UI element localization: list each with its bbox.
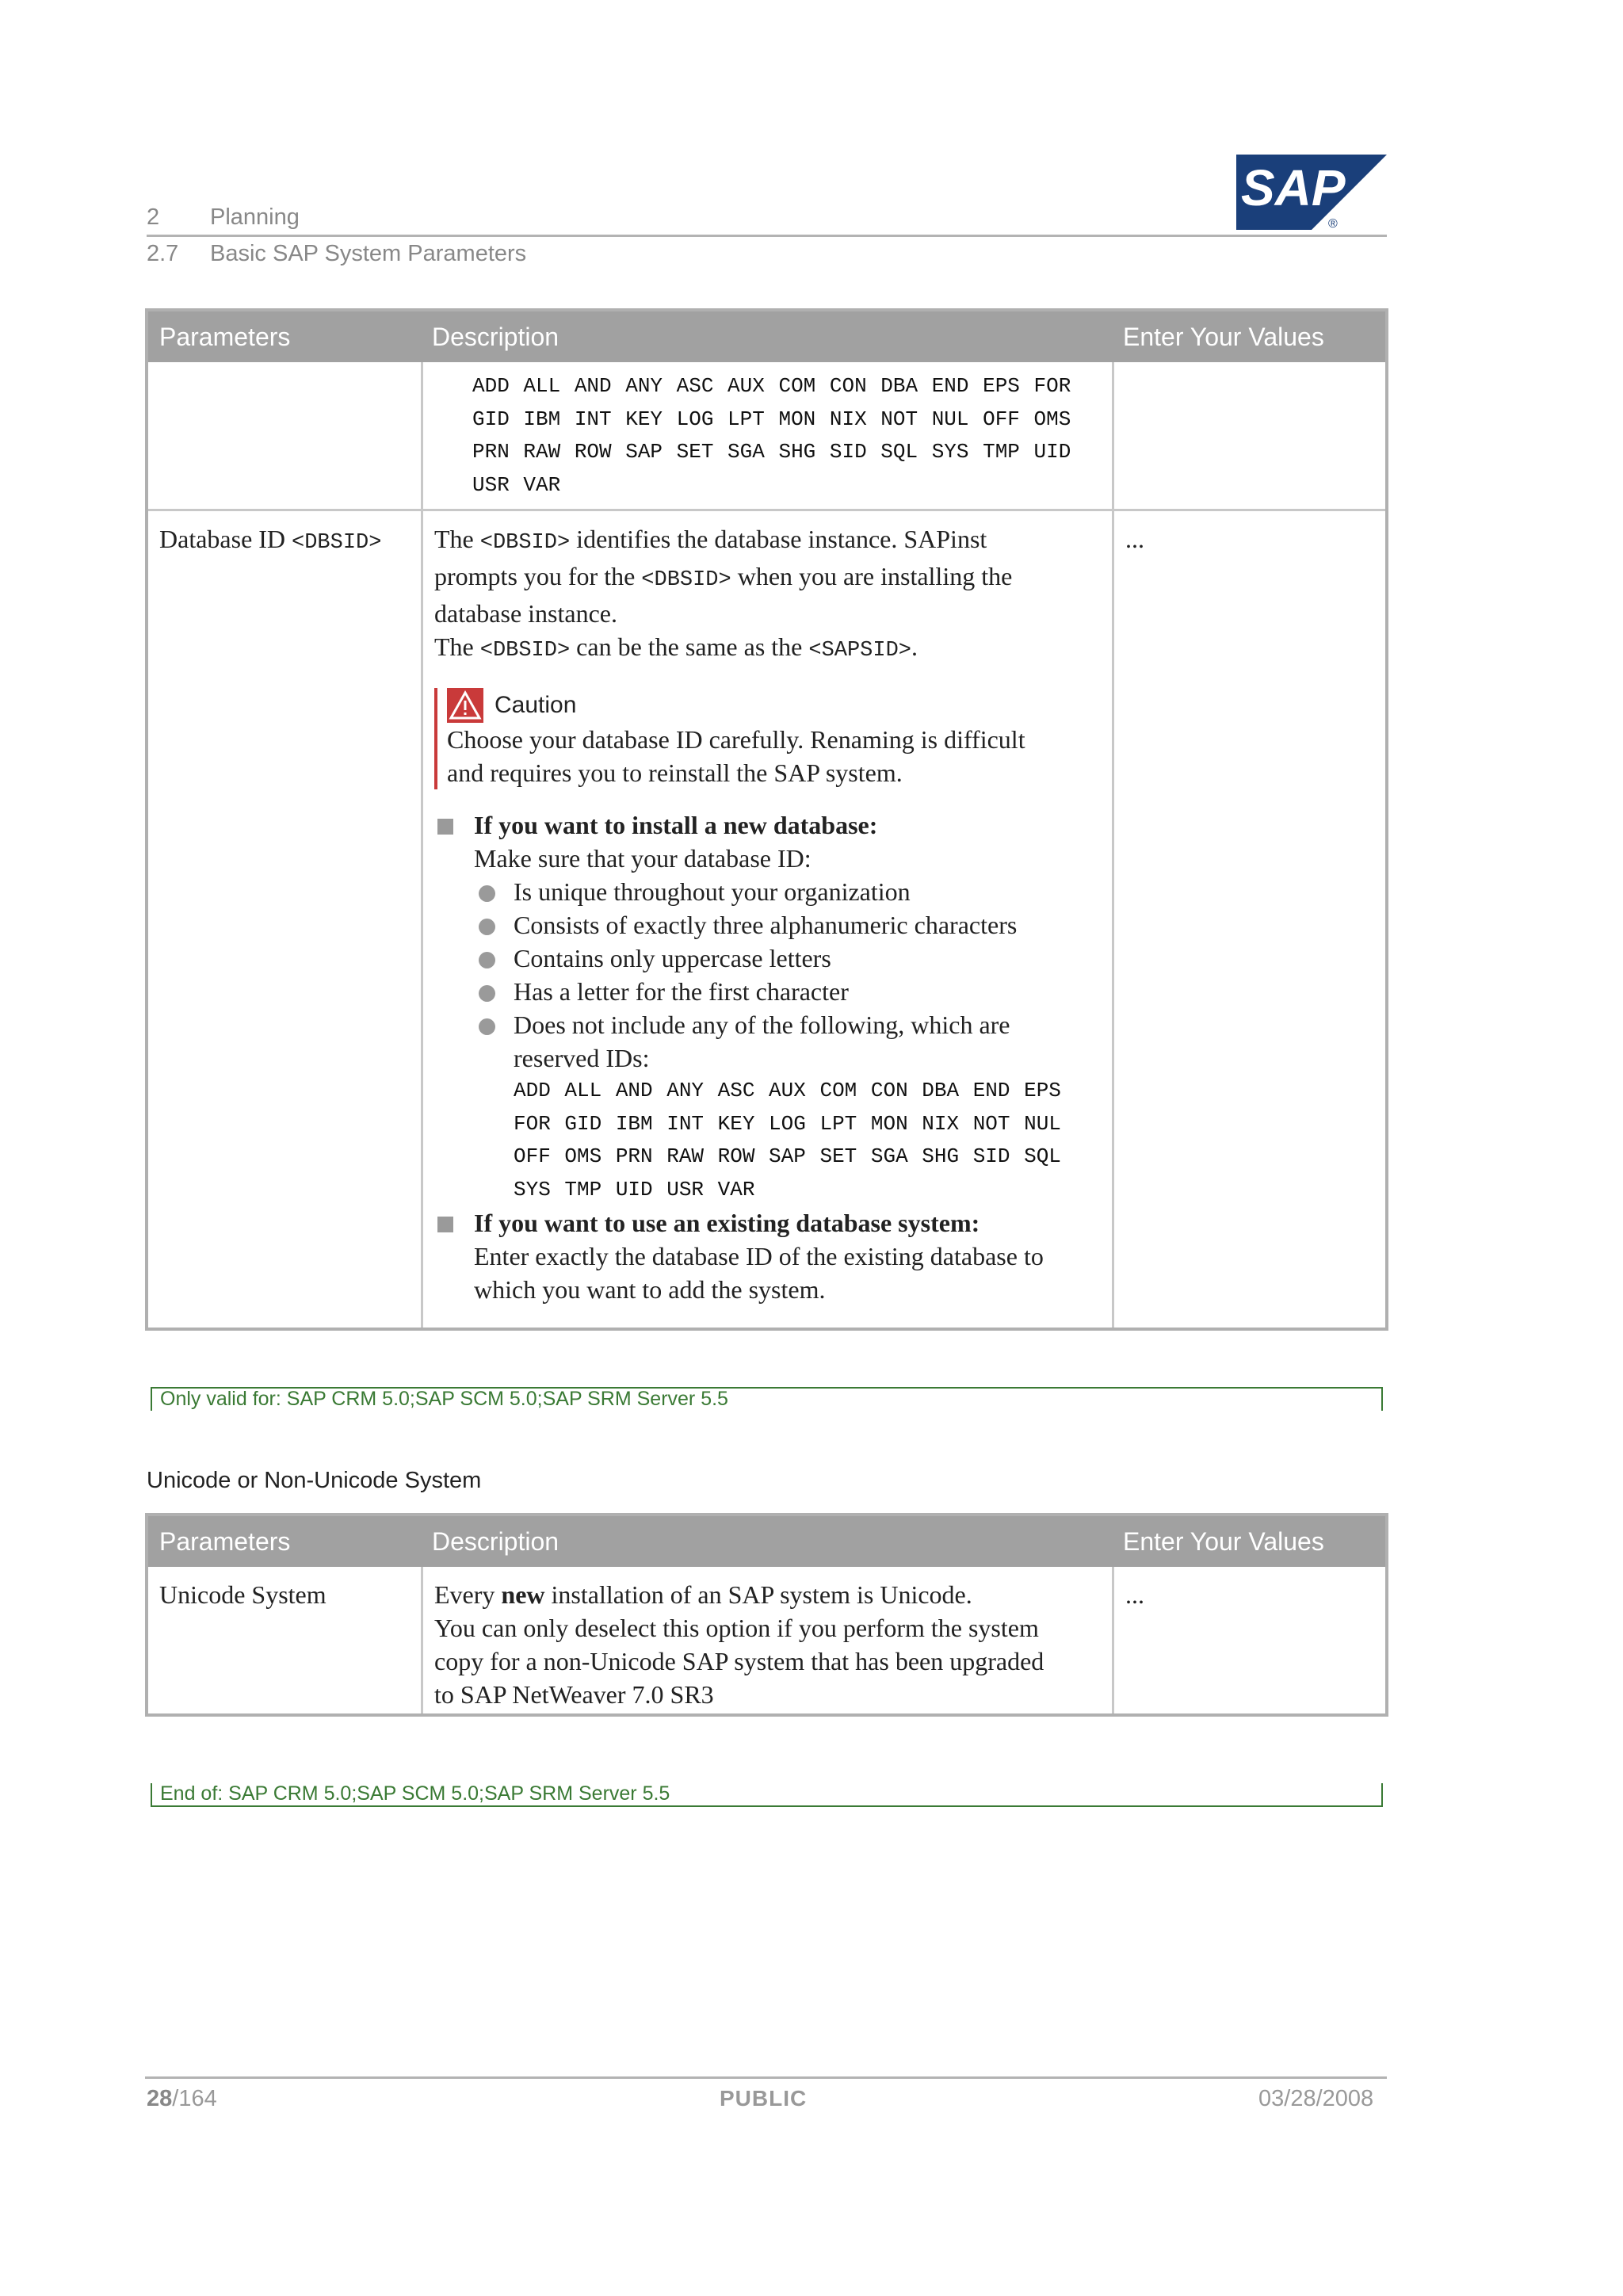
code-dbsid: <DBSID> <box>479 531 571 555</box>
section-label: Unicode or Non-Unicode System <box>147 1468 482 1493</box>
sap-logo <box>1236 155 1387 230</box>
caution-text-line: and requires you to reinstall the SAP system. <box>447 758 903 787</box>
list-item-new-database <box>434 808 1101 1206</box>
list-item <box>474 942 1101 975</box>
list-item <box>474 1008 1101 1206</box>
table-row <box>148 362 1385 509</box>
end-of-marker: End of: SAP CRM 5.0;SAP SCM 5.0;SAP SRM Server 5.5 <box>151 1783 1383 1807</box>
parameter-cell <box>148 511 421 1328</box>
list-text: which you want to add the system. <box>474 1275 826 1304</box>
text: The <box>434 525 480 553</box>
text: can be the same as the <box>570 632 809 661</box>
table-row <box>148 509 1385 1328</box>
page-number <box>147 2086 217 2112</box>
bullet-text: Is unique throughout your organization <box>514 877 911 906</box>
header-parameters: Parameters <box>159 1526 291 1556</box>
value-cell[interactable]: ... <box>1112 1567 1385 1713</box>
round-bullet-icon <box>479 885 495 902</box>
bullet-text: Has a letter for the first character <box>514 977 849 1006</box>
round-bullet-icon <box>479 1018 495 1035</box>
document-date: 03/28/2008 <box>1258 2086 1374 2111</box>
text: copy for a non-Unicode SAP system that has been upgraded <box>434 1647 1044 1675</box>
reserved-ids-line: OFF OMS PRN RAW ROW SAP SET SGA SHG SID SQL <box>514 1144 1061 1168</box>
chapter-title: Planning <box>210 204 300 230</box>
parameters-table-database <box>145 308 1388 1331</box>
caution-label: Caution <box>495 692 577 718</box>
chapter-number: 2 <box>147 204 160 230</box>
chapter-line <box>147 204 300 231</box>
caution-title <box>447 688 1101 723</box>
footer-rule <box>145 2076 1387 2079</box>
reserved-ids-line: GID IBM INT KEY LOG LPT MON NIX NOT NUL OFF OMS <box>472 407 1071 431</box>
reserved-ids-line: SYS TMP UID USR VAR <box>514 1177 755 1201</box>
only-valid-for-marker: Only valid for: SAP CRM 5.0;SAP SCM 5.0;SAP SRM Server 5.5 <box>151 1387 1383 1411</box>
sap-logo-registered: ® <box>1328 217 1338 230</box>
header-parameters: Parameters <box>159 322 291 351</box>
header-enter-values: Enter Your Values <box>1123 322 1324 351</box>
round-bullet-icon <box>479 985 495 1002</box>
list-item <box>474 875 1101 908</box>
description-cell <box>421 511 1112 1328</box>
table-row <box>148 1567 1385 1713</box>
square-bullet-icon <box>437 1217 453 1232</box>
description-cell <box>421 1567 1112 1713</box>
code-dbsid: <DBSID> <box>479 639 571 663</box>
text: The <box>434 632 480 661</box>
bold-text: new <box>501 1580 545 1609</box>
bullet-text: Does not include any of the following, which are <box>514 1010 1010 1039</box>
parameters-table-unicode <box>145 1513 1388 1717</box>
reserved-ids-line: USR VAR <box>472 472 561 497</box>
code-dbsid: <DBSID> <box>641 568 731 592</box>
warning-icon <box>447 688 483 723</box>
reserved-ids-line: PRN RAW ROW SAP SET SGA SHG SID SQL SYS TMP UID <box>472 440 1071 464</box>
parameter-cell: Unicode System <box>159 1580 327 1609</box>
parameter-cell <box>148 362 421 509</box>
header-rule <box>147 235 1387 237</box>
description-cell <box>421 362 1112 509</box>
caution-text-line: Choose your database ID carefully. Renaming is difficult <box>447 725 1025 754</box>
value-cell[interactable]: ... <box>1112 511 1385 1328</box>
text: . <box>911 632 918 661</box>
section-number: 2.7 <box>147 241 179 266</box>
reserved-ids-line: FOR GID IBM INT KEY LOG LPT MON NIX NOT NUL <box>514 1111 1061 1136</box>
section-title: Basic SAP System Parameters <box>210 241 527 266</box>
reserved-ids-list <box>472 370 1101 502</box>
text: database instance. <box>434 599 617 628</box>
text: installation of an SAP system is Unicode. <box>544 1580 972 1609</box>
reserved-ids-list <box>514 1075 1101 1206</box>
text: identifies the database instance. SAPinst <box>570 525 987 553</box>
list-item-existing-database <box>434 1206 1101 1306</box>
bullet-text: reserved IDs: <box>514 1044 650 1072</box>
section-line <box>147 241 526 267</box>
reserved-ids-line: ADD ALL AND ANY ASC AUX COM CON DBA END EPS <box>514 1079 1061 1102</box>
sap-logo-text: SAP <box>1241 159 1346 216</box>
list-heading: If you want to use an existing database system: <box>474 1209 980 1237</box>
list-item <box>474 975 1101 1008</box>
list-intro: Make sure that your database ID: <box>474 844 812 873</box>
current-page: 28 <box>147 2086 173 2111</box>
square-bullet-icon <box>437 819 453 835</box>
reserved-ids-line: ADD ALL AND ANY ASC AUX COM CON DBA END EPS FOR <box>472 374 1071 398</box>
text: when you are installing the <box>731 562 1013 590</box>
table-header <box>148 311 1385 362</box>
list-item <box>474 908 1101 942</box>
text: to SAP NetWeaver 7.0 SR3 <box>434 1680 714 1709</box>
classification: PUBLIC <box>720 2086 808 2111</box>
list-text: Enter exactly the database ID of the existing database to <box>474 1242 1044 1270</box>
bullet-text: Consists of exactly three alphanumeric characters <box>514 911 1018 939</box>
parameter-code: <DBSID> <box>292 531 382 555</box>
parameter-name: Database ID <box>159 525 292 553</box>
header-description: Description <box>432 1526 559 1556</box>
header-description: Description <box>432 322 559 351</box>
text: prompts you for the <box>434 562 642 590</box>
text: You can only deselect this option if you perform the system <box>434 1614 1039 1642</box>
round-bullet-icon <box>479 952 495 968</box>
value-cell <box>1112 362 1385 509</box>
bullet-text: Contains only uppercase letters <box>514 944 831 972</box>
list-heading: If you want to install a new database: <box>474 811 878 839</box>
code-sapsid: <SAPSID> <box>808 639 911 663</box>
header-enter-values: Enter Your Values <box>1123 1526 1324 1556</box>
round-bullet-icon <box>479 919 495 935</box>
caution-box <box>434 688 1101 789</box>
text: Every <box>434 1580 502 1609</box>
table-header <box>148 1516 1385 1567</box>
total-pages: /164 <box>172 2086 217 2111</box>
description-paragraph <box>434 522 1101 667</box>
